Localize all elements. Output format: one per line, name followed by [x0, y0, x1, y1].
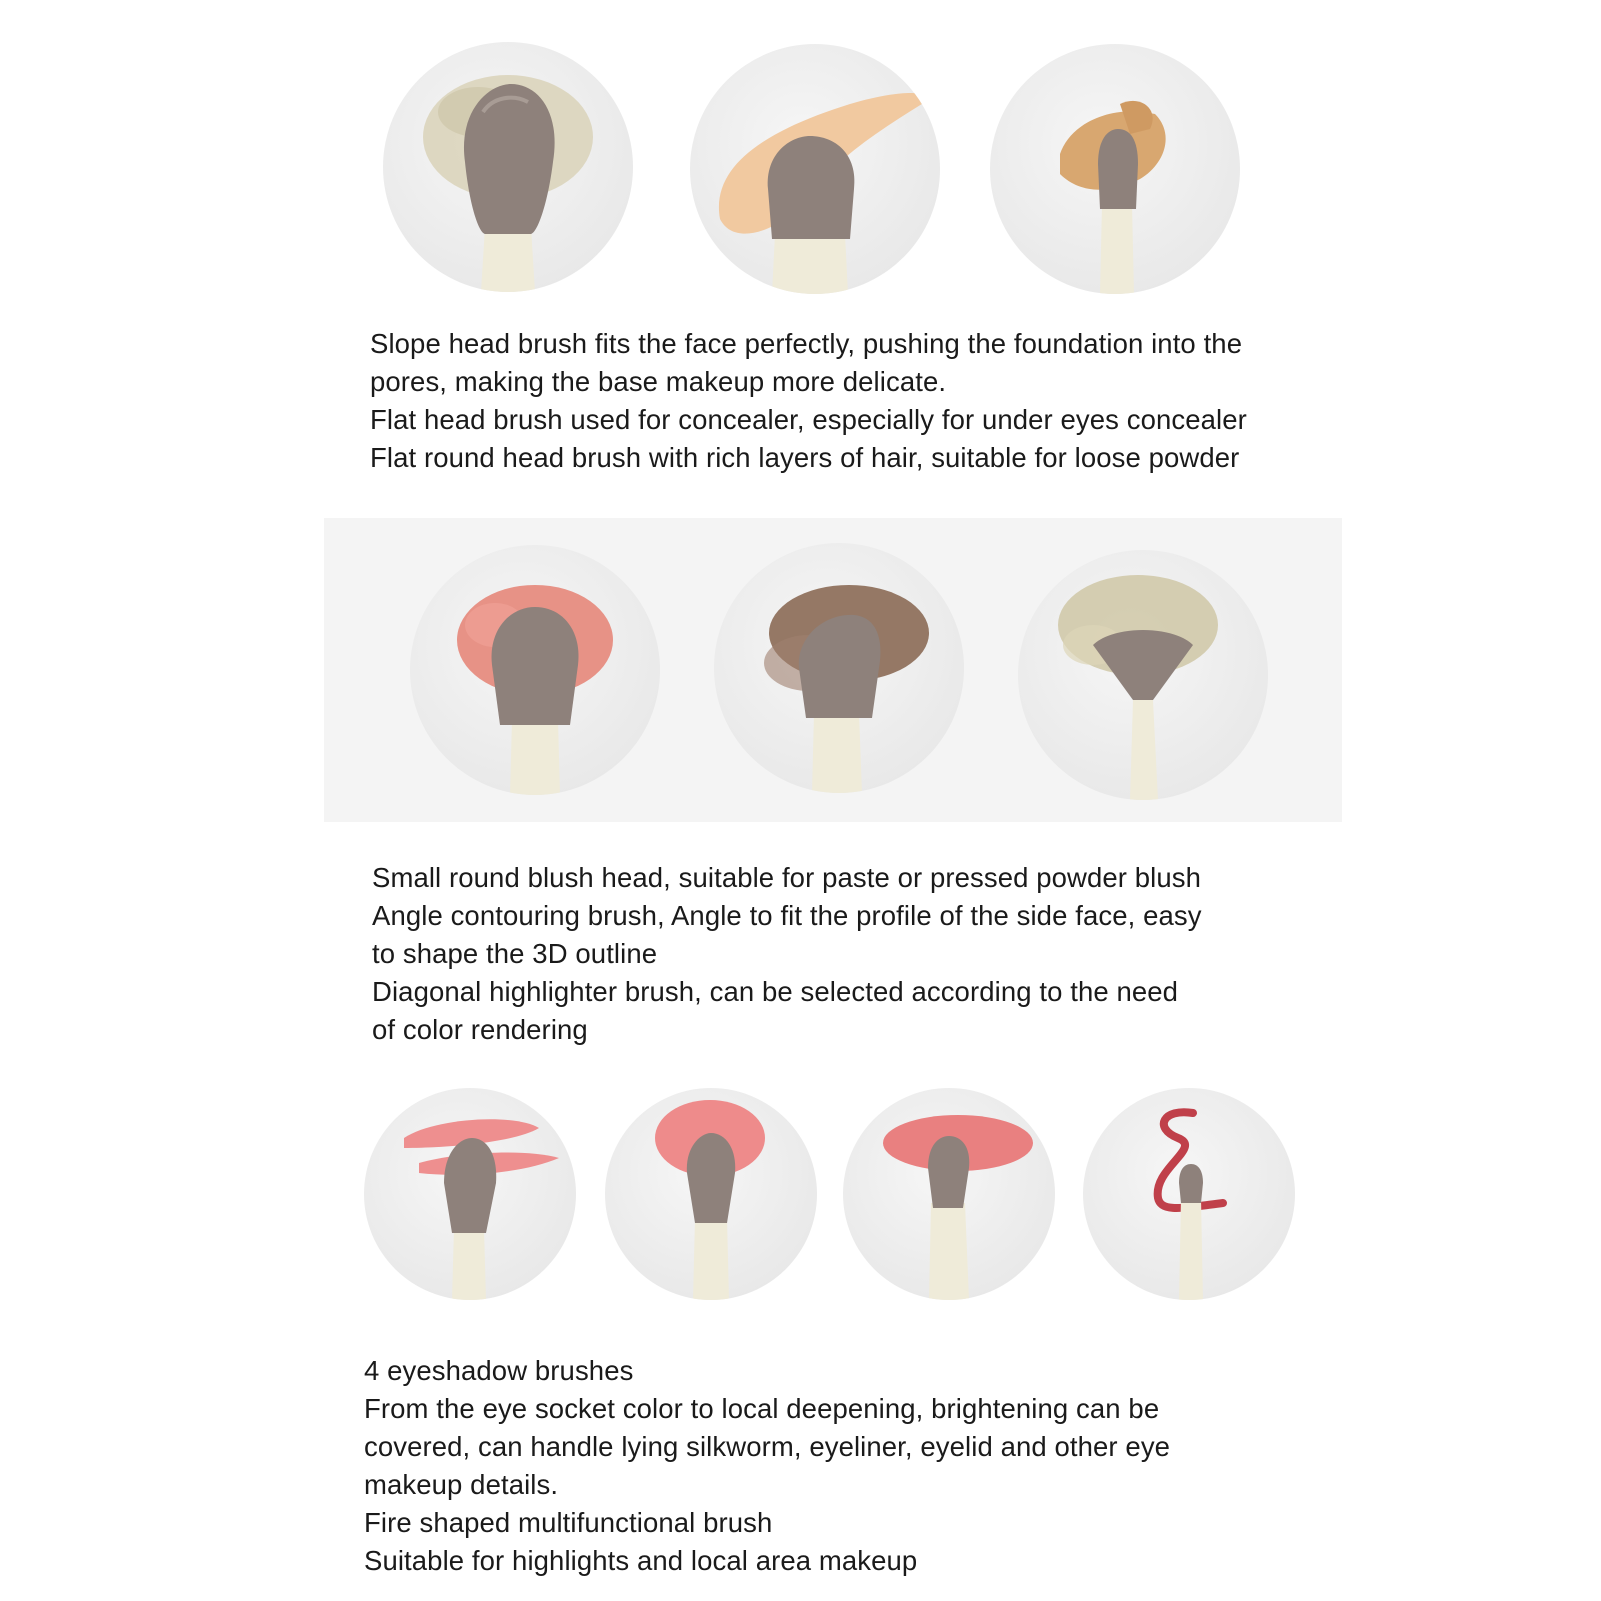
loose-powder-brush-image [383, 42, 633, 292]
eyeshadow-blending-brush-icon [364, 1088, 576, 1300]
concealer-brush-image [990, 44, 1240, 294]
section2-line: of color rendering [372, 1014, 588, 1045]
section2-line: to shape the 3D outline [372, 938, 658, 969]
section2-line: Small round blush head, suitable for paste or pressed powder blush [372, 862, 1202, 893]
eyeliner-brush-image [1083, 1088, 1295, 1300]
eyeshadow-blending-brush-image [364, 1088, 576, 1300]
contour-brush-image [714, 543, 964, 793]
section3-line: Fire shaped multifunctional brush [364, 1507, 773, 1538]
section2-line: Diagonal highlighter brush, can be selected according to the need [372, 976, 1179, 1007]
section3-line: covered, can handle lying silkworm, eyeliner, eyelid and other eye [364, 1431, 1171, 1462]
fan-highlighter-brush-image [1018, 550, 1268, 800]
eyeliner-brush-icon [1083, 1088, 1295, 1300]
section1-line: pores, making the base makeup more delicate. [370, 366, 947, 397]
section3-description [364, 1352, 1170, 1580]
section1-line: Flat round head brush with rich layers of hair, suitable for loose powder [370, 442, 1240, 473]
section1-description [370, 325, 1247, 477]
contour-brush-icon [714, 543, 964, 793]
eyeshadow-crease-brush-image [605, 1088, 817, 1300]
section1-line: Flat head brush used for concealer, especially for under eyes concealer [370, 404, 1247, 435]
loose-powder-brush-icon [383, 42, 633, 292]
section3-line: 4 eyeshadow brushes [364, 1355, 634, 1386]
section3-line: Suitable for highlights and local area makeup [364, 1545, 918, 1576]
concealer-brush-icon [990, 44, 1240, 294]
eyeshadow-crease-brush-icon [605, 1088, 817, 1300]
foundation-brush-icon [690, 44, 940, 294]
blush-brush-image [410, 545, 660, 795]
eyeshadow-shader-brush-image [843, 1088, 1055, 1300]
section3-line: From the eye socket color to local deepening, brightening can be [364, 1393, 1160, 1424]
eyeshadow-shader-brush-icon [843, 1088, 1055, 1300]
section3-line: makeup details. [364, 1469, 559, 1500]
section1-line: Slope head brush fits the face perfectly, pushing the foundation into the [370, 328, 1243, 359]
foundation-brush-image [690, 44, 940, 294]
blush-brush-icon [410, 545, 660, 795]
section2-description [372, 859, 1202, 1049]
fan-highlighter-brush-icon [1018, 550, 1268, 800]
section2-line: Angle contouring brush, Angle to fit the profile of the side face, easy [372, 900, 1202, 931]
